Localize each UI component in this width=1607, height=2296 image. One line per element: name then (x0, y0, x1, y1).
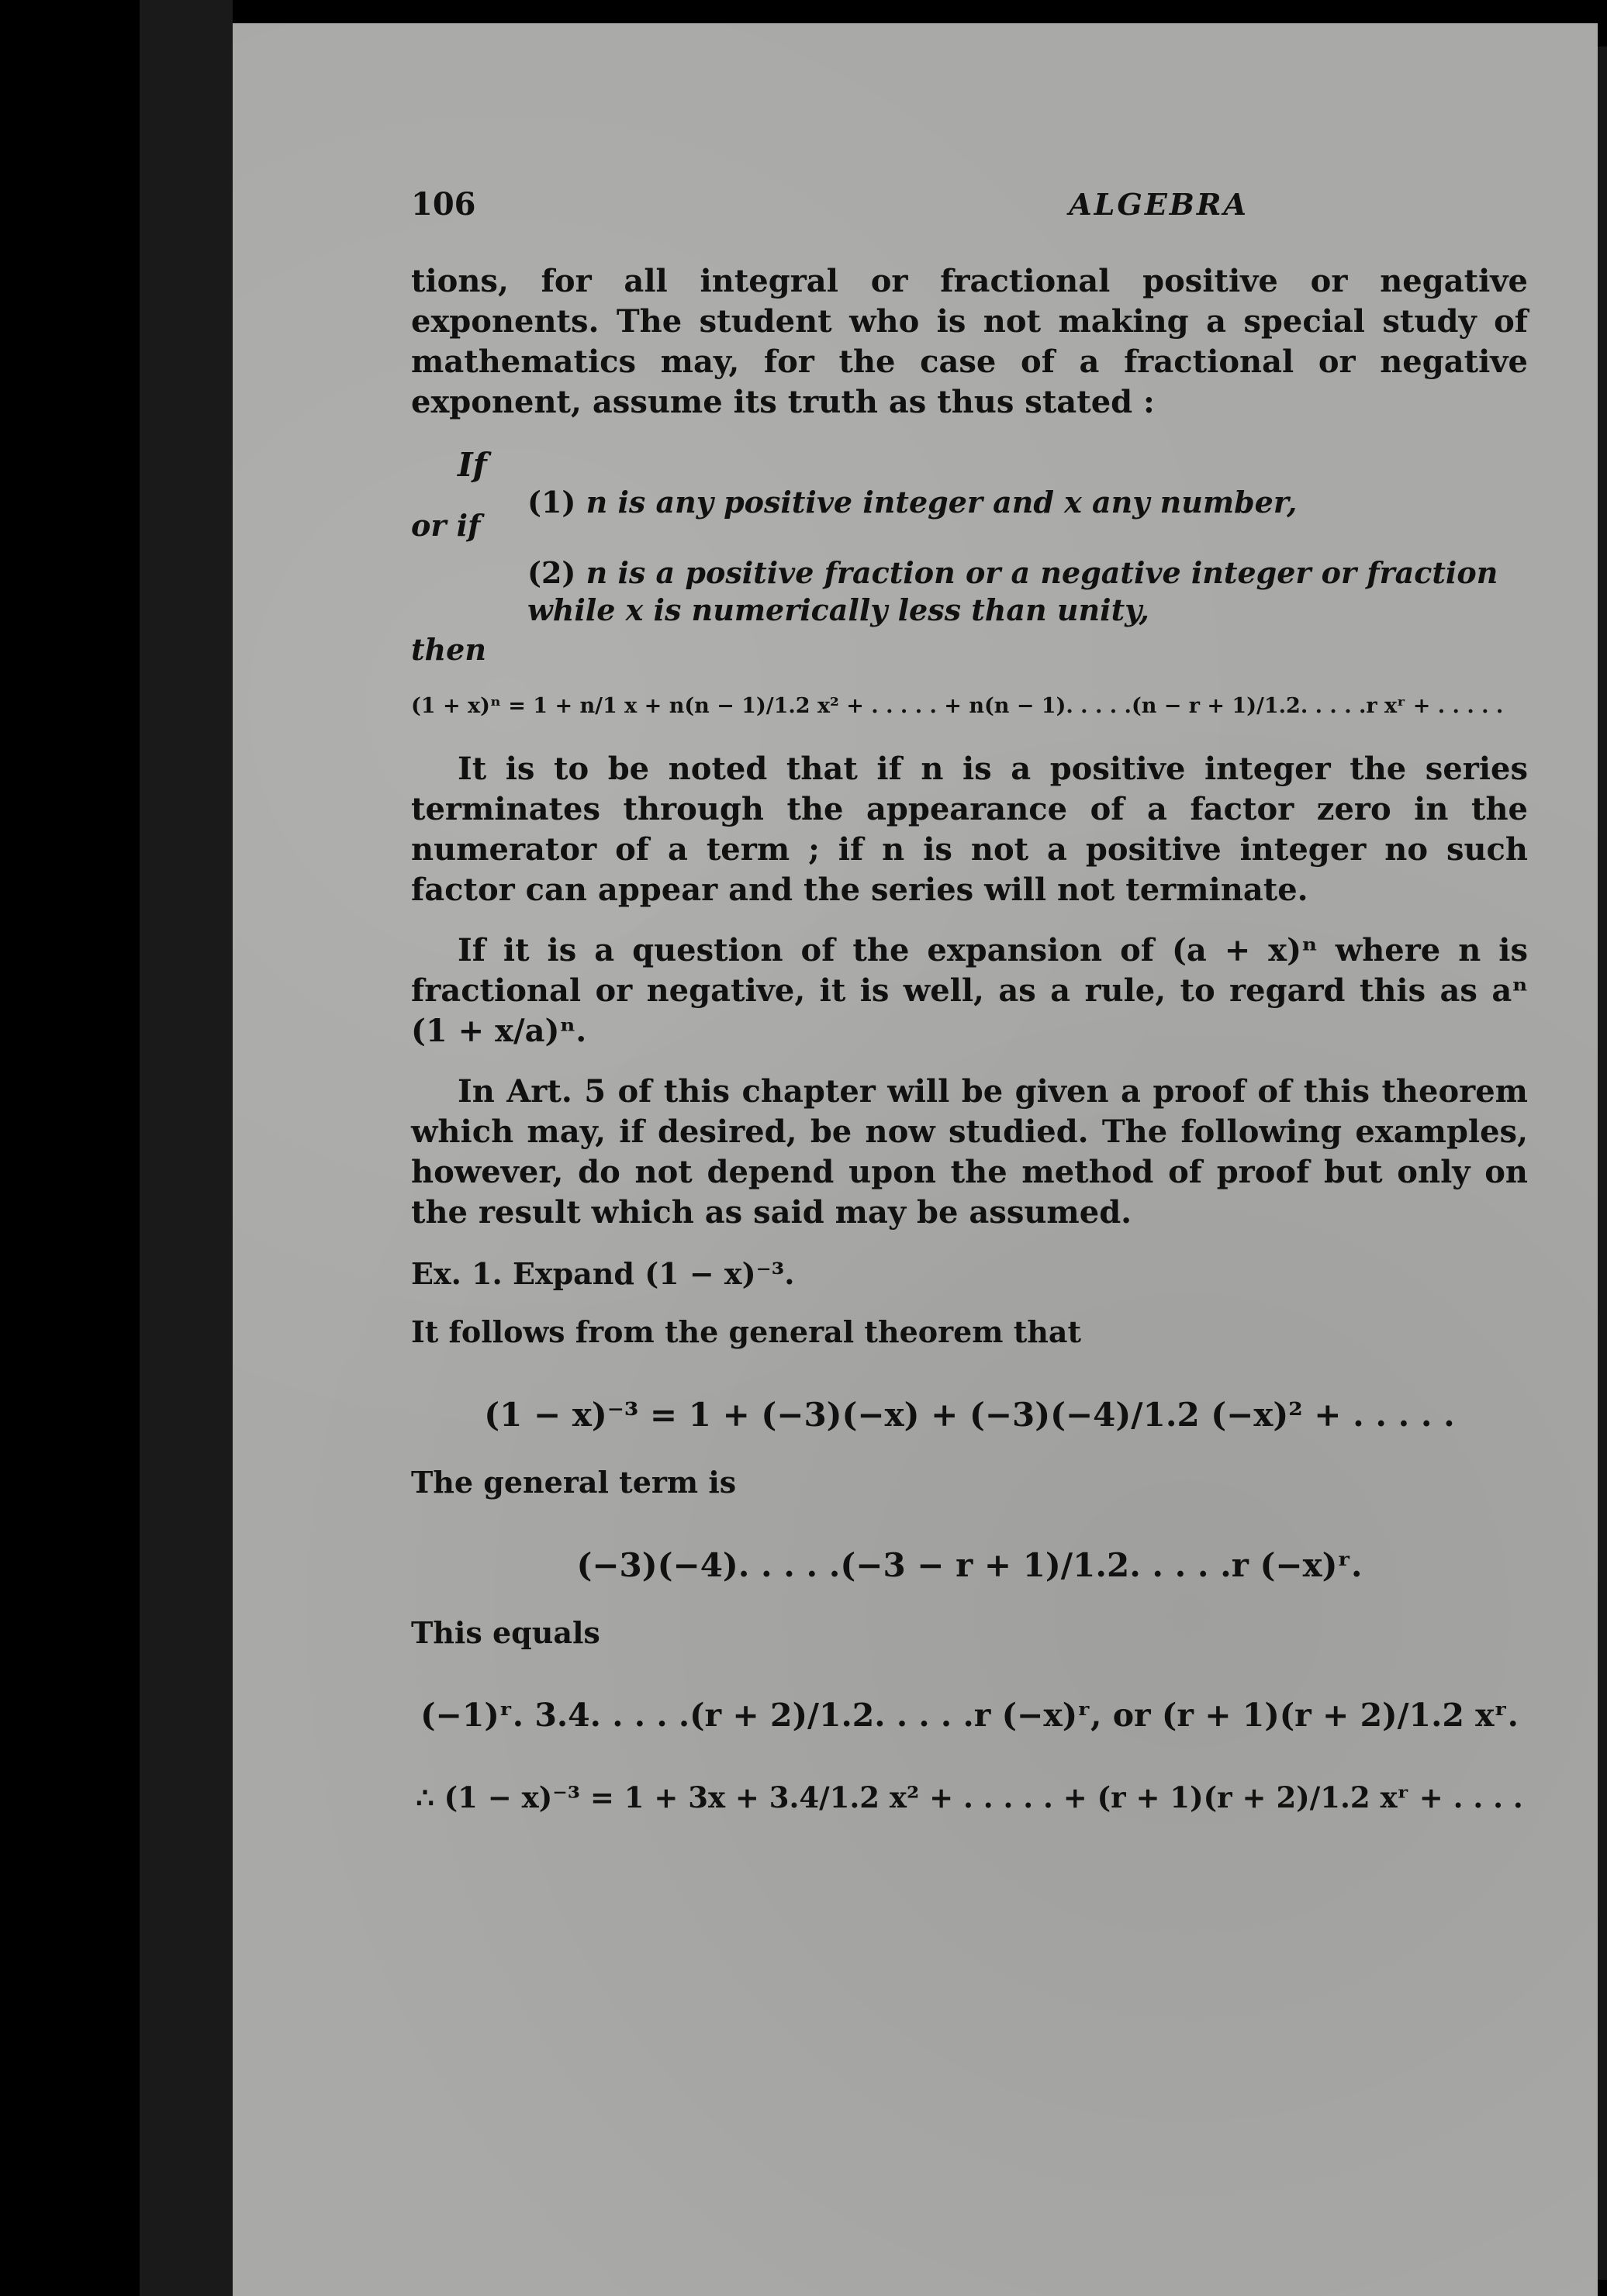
example-equation-2: (−3)(−4). . . . .(−3 − r + 1)/1.2. . . . .r (−x)ʳ. (576, 1546, 1363, 1584)
example-label: Ex. 1. Expand (1 − x)⁻³. (411, 1256, 795, 1291)
condition-2 (527, 554, 1536, 629)
binomial-formula: (1 + x)ⁿ = 1 + n/1 x + n(n − 1)/1.2 x² + . . . . . + n(n − 1). . . . .(n − r + 1)/1.2. . . . .r xʳ + . . . . . (411, 694, 1504, 718)
theorem-conditions (411, 446, 1528, 667)
paragraph-proof-note: In Art. 5 of this chapter will be given a proof of this theorem which may, if desired, be now studied. The following examples, however, do not depend upon the method of proof but only on the result which as said may be assumed. (411, 1073, 1528, 1231)
paragraph-expansion: If it is a question of the expansion of (a + x)ⁿ where n is fractional or negative, it is well, as a rule, to regard this as aⁿ (1 + x/a)ⁿ. (411, 932, 1528, 1049)
example-equation-4: ∴ (1 − x)⁻³ = 1 + 3x + 3.4/1.2 x² + . . . . . + (r + 1)(r + 2)/1.2 xʳ + . . . . (416, 1780, 1523, 1814)
or-if-label: or if (411, 508, 481, 543)
example-line-3: This equals (411, 1615, 600, 1650)
then-label: then (411, 632, 486, 667)
condition-2-number: (2) (527, 555, 576, 590)
page-header (411, 186, 1528, 223)
example-equation-3: (−1)ʳ. 3.4. . . . .(r + 2)/1.2. . . . .r (−x)ʳ, or (r + 1)(r + 2)/1.2 xʳ. (420, 1697, 1519, 1734)
condition-1-text: n is any positive integer and x any number, (586, 485, 1298, 520)
condition-2-text: n is a positive fraction or a negative integer or fraction while x is numerically less than unity, (527, 555, 1498, 627)
page-content (411, 186, 1528, 1845)
scan-border-left (140, 0, 233, 2296)
example-equation-1: (1 − x)⁻³ = 1 + (−3)(−x) + (−3)(−4)/1.2 (−x)² + . . . . . (484, 1396, 1455, 1434)
running-head: ALGEBRA (1069, 187, 1249, 222)
intro-paragraph: tions, for all integral or fractional positive or negative exponents. The student who is not making a special study of mathematics may, for the case of a fractional or negative exponent, assume its truth as thus stated : (411, 263, 1528, 420)
page-number: 106 (411, 186, 476, 223)
example-line-2: The general term is (411, 1465, 737, 1500)
condition-1 (527, 485, 1297, 520)
paragraph-termination: It is to be noted that if n is a positive integer the series terminates through the appearance of a factor zero in the numerator of a term ; if n is not a positive integer no such factor can appear and the series will not terminate. (411, 751, 1528, 908)
if-label: If (458, 446, 487, 484)
condition-1-number: (1) (527, 485, 576, 520)
example-line-1: It follows from the general theorem that (411, 1314, 1082, 1349)
